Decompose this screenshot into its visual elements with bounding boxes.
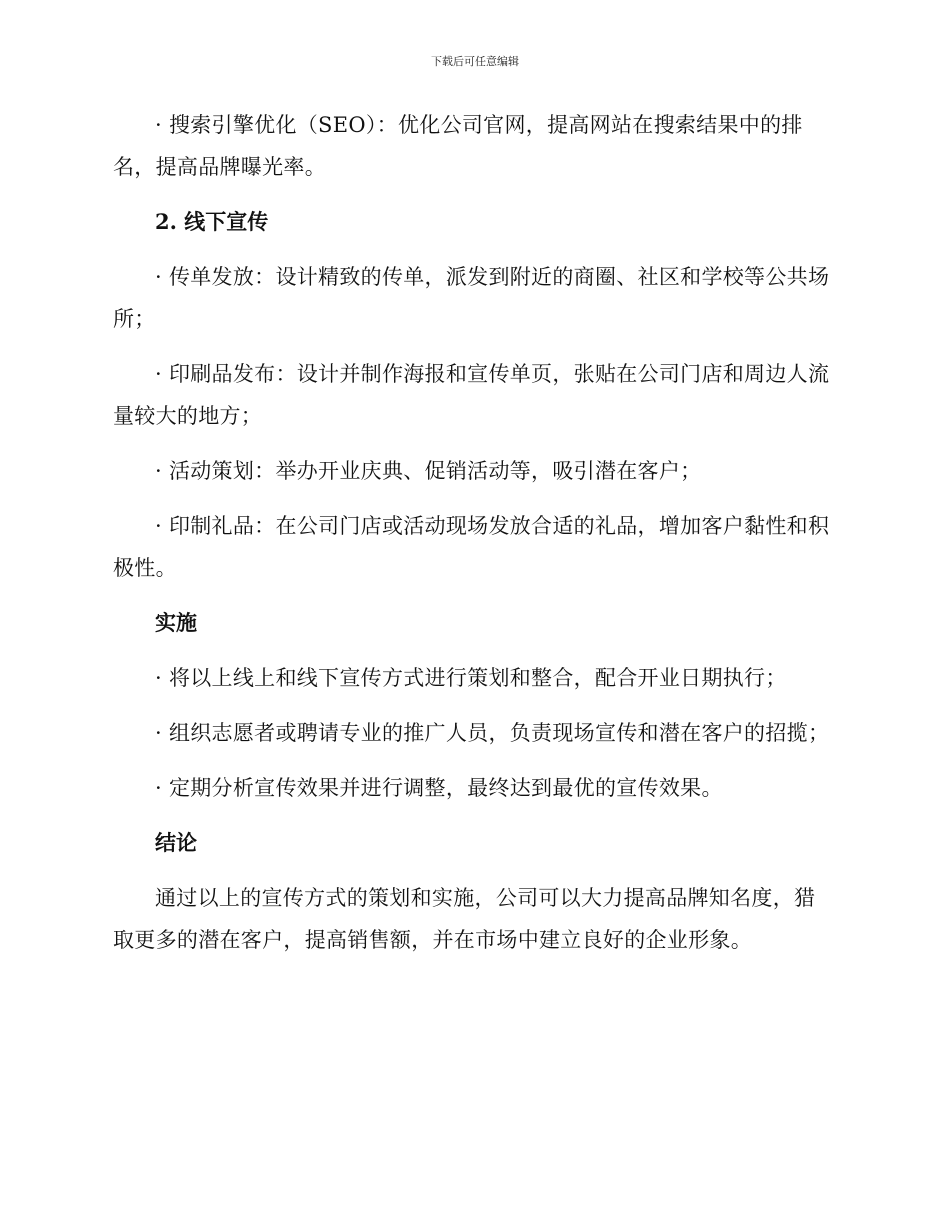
section-heading-implementation: 实施 [155,610,197,635]
conclusion-paragraph: 通过以上的宣传方式的策划和实施，公司可以大力提高品牌知名度，猎取更多的潜在客户，提高销售额，并在市场中建立良好的企业形象。 [113,886,816,952]
section-heading-conclusion: 结论 [155,830,197,855]
bullet-gifts: · 印制礼品：在公司门店或活动现场发放合适的礼品，增加客户黏性和积极性。 [113,514,830,580]
page-header: 下载后可任意编辑 [431,55,519,68]
bullet-print-materials: · 印刷品发布：设计并制作海报和宣传单页，张贴在公司门店和周边人流量较大的地方； [113,362,830,428]
bullet-flyers: · 传单发放：设计精致的传单，派发到附近的商圈、社区和学校等公共场所； [113,265,830,331]
bullet-seo: · 搜索引擎优化（SEO）：优化公司官网，提高网站在搜索结果中的排名，提高品牌曝光率。 [113,113,803,179]
document-body [113,104,833,974]
bullet-analysis: · 定期分析宣传效果并进行调整，最终达到最优的宣传效果。 [155,776,723,800]
section-heading-offline: 2. 线下宣传 [155,209,269,234]
bullet-events: · 活动策划：举办开业庆典、促销活动等，吸引潜在客户； [155,459,702,483]
bullet-staffing: · 组织志愿者或聘请专业的推广人员，负责现场宣传和潜在客户的招揽； [155,721,830,745]
bullet-integration: · 将以上线上和线下宣传方式进行策划和整合，配合开业日期执行； [155,666,787,690]
